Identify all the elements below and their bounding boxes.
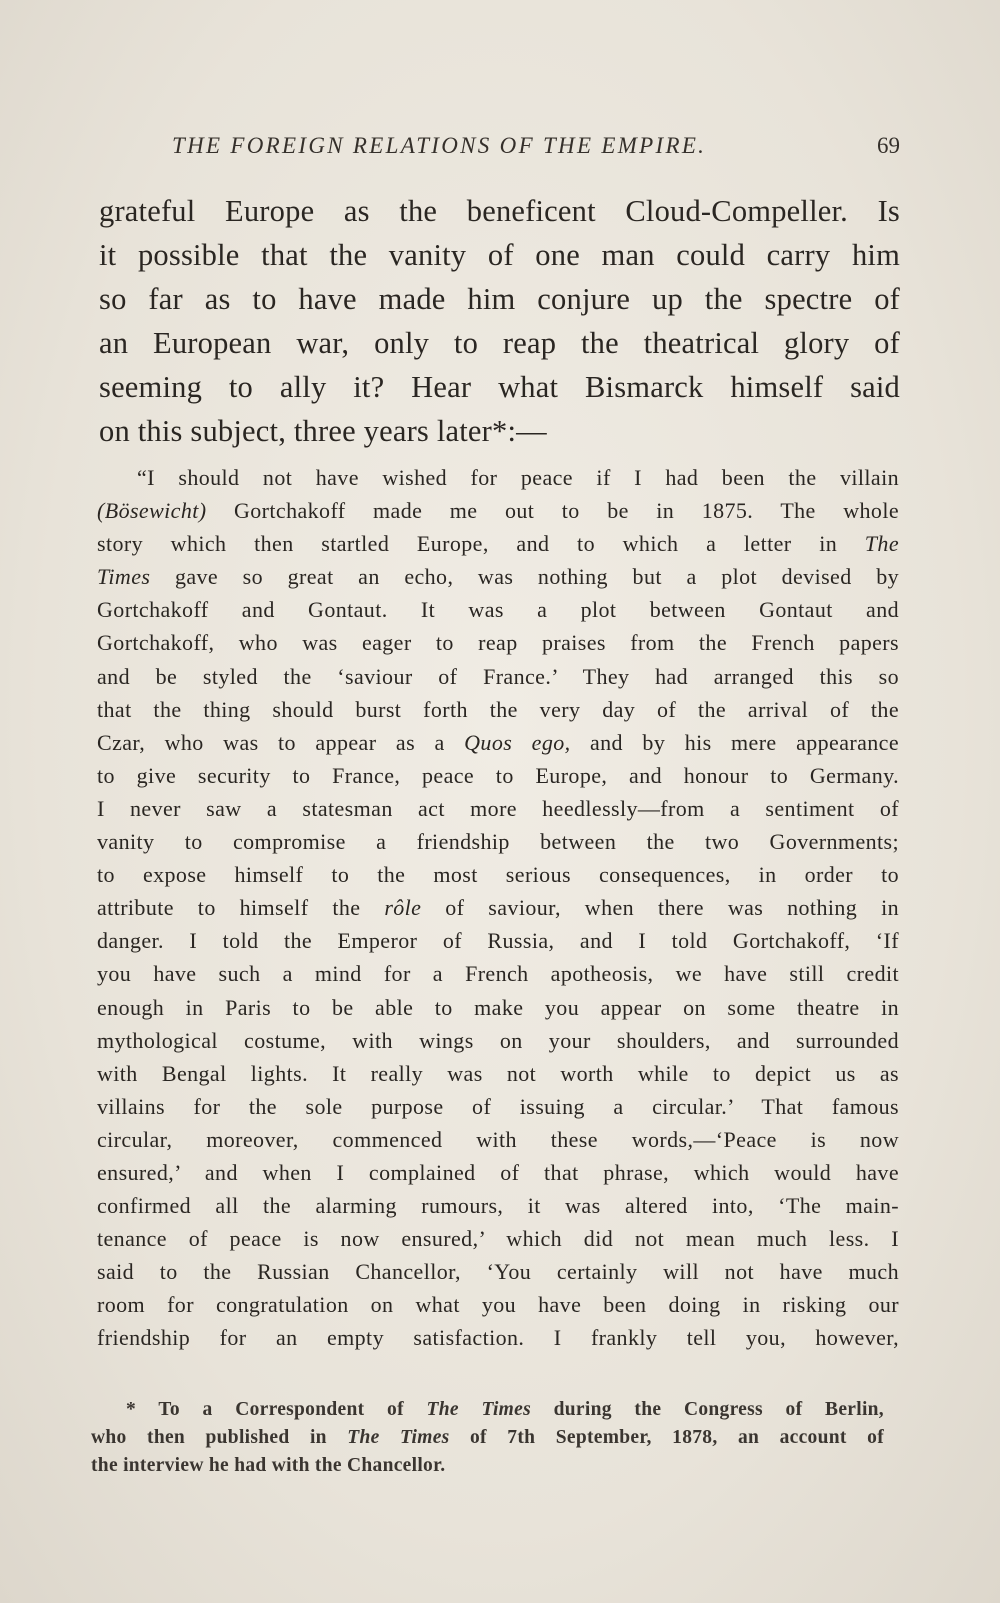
quote-line: circular, moreover, commenced with these words,—‘Peace is now [97, 1126, 899, 1152]
footnote-text: of 7th September, 1878, an account of [449, 1427, 884, 1448]
quote-text: Czar, who was to appear as a [97, 729, 465, 755]
quote-line [97, 560, 899, 593]
quote-line: that the thing should burst forth the very day of the arrival of the [97, 696, 899, 722]
italic-term: rôle [384, 895, 422, 921]
italic-term: (Bösewicht) [97, 498, 207, 524]
footnote-text: who then published in [91, 1427, 348, 1448]
quote-line: to give security to France, peace to Europe, and honour to Germany. [97, 762, 899, 788]
footnote-line [91, 1396, 884, 1424]
main-paragraph [99, 189, 900, 453]
text-line: on this subject, three years later*:— [99, 414, 547, 448]
page-header [100, 133, 900, 173]
text-line: grateful Europe as the beneficent Cloud-Compeller. Is [99, 194, 900, 228]
quote-line: I never saw a statesman act more heedlessly—from a sentiment of [97, 795, 899, 821]
quote-line: to expose himself to the most serious consequences, in order to [97, 862, 899, 888]
quote-text: of saviour, when there was nothing in [421, 895, 899, 921]
quote-line: said to the Russian Chancellor, ‘You certainly will not have much [97, 1259, 899, 1285]
quote-line: tenance of peace is now ensured,’ which did not mean much less. I [97, 1226, 899, 1252]
quote-line [97, 494, 899, 527]
quote-line: danger. I told the Emperor of Russia, and I told Gortchakoff, ‘If [97, 928, 899, 954]
quote-text: gave so great an echo, was nothing but a plot devised by [150, 564, 899, 590]
quote-line: friendship for an empty satisfaction. I frankly tell you, however, [97, 1325, 899, 1351]
italic-term: The [864, 531, 899, 557]
block-quotation [97, 461, 899, 1355]
quote-text: attribute to himself the [97, 895, 385, 921]
quote-line: and be styled the ‘saviour of France.’ They had arranged this so [97, 663, 899, 689]
quote-line: room for congratulation on what you have been doing in risking our [97, 1292, 899, 1318]
italic-term: The Times [347, 1427, 450, 1448]
text-line: so far as to have made him conjure up the spectre of [99, 282, 900, 316]
footnote [91, 1396, 884, 1480]
text-line: seeming to ally it? Hear what Bismarck himself said [99, 370, 900, 404]
quote-line: Gortchakoff, who was eager to reap praises from the French papers [97, 630, 899, 656]
quote-line: “I should not have wished for peace if I had been the villain [137, 465, 899, 490]
quote-line [97, 527, 899, 560]
text-line: an European war, only to reap the theatrical glory of [99, 326, 900, 360]
quote-line: Gortchakoff and Gontaut. It was a plot between Gontaut and [97, 597, 899, 623]
quote-text: story which then startled Europe, and to which a letter in [97, 531, 865, 557]
footnote-text: during the Congress of Berlin, [531, 1399, 884, 1420]
quote-line: mythological costume, with wings on your shoulders, and surrounded [97, 1027, 899, 1053]
running-title: THE FOREIGN RELATIONS OF THE EMPIRE. [172, 133, 707, 158]
italic-term: Times [97, 564, 151, 590]
quote-line: enough in Paris to be able to make you appear on some theatre in [97, 994, 899, 1020]
quote-line: ensured,’ and when I complained of that phrase, which would have [97, 1159, 899, 1185]
quote-line [97, 891, 899, 924]
quote-line: you have such a mind for a French apotheosis, we have still credit [97, 961, 899, 987]
text-line: it possible that the vanity of one man could carry him [99, 238, 900, 272]
quote-line: vanity to compromise a friendship between the two Governments; [97, 829, 899, 855]
page-number: 69 [877, 133, 900, 158]
italic-term: The Times [426, 1399, 531, 1420]
footnote-text: * To a Correspondent of [126, 1399, 427, 1420]
quote-line: confirmed all the alarming rumours, it was altered into, ‘The main- [97, 1193, 899, 1219]
quote-text: Gortchakoff made me out to be in 1875. The whole [206, 498, 899, 524]
footnote-line: the interview he had with the Chancellor. [91, 1455, 446, 1476]
quote-text: and by his mere appearance [570, 729, 899, 755]
quote-line [97, 726, 899, 759]
quote-line: villains for the sole purpose of issuing a circular.’ That famous [97, 1093, 899, 1119]
footnote-line [91, 1424, 884, 1452]
quote-line: with Bengal lights. It really was not worth while to depict us as [97, 1060, 899, 1086]
italic-term: Quos ego, [464, 729, 571, 755]
